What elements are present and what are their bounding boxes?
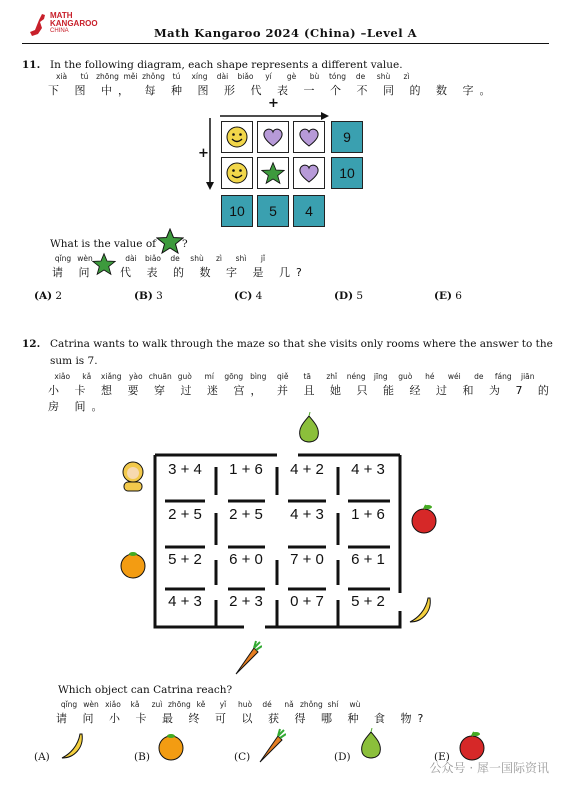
question-12-ask-pinyin (58, 700, 366, 709)
pinyin-syllable: hé (425, 372, 435, 381)
pinyin-syllable: guò (177, 372, 192, 381)
option-label: (D) (334, 290, 354, 302)
pinyin-syllable: xiǎng (100, 372, 122, 381)
pinyin-syllable: xià (55, 72, 68, 81)
pinyin-syllable: gōng (224, 372, 244, 381)
pinyin-syllable: tú (80, 72, 89, 81)
pinyin-syllable: shí (327, 700, 339, 709)
pear-icon[interactable] (356, 728, 386, 762)
maze-room: 4 + 3 (290, 506, 324, 523)
pinyin-syllable: tú (172, 72, 181, 81)
pinyin-syllable: fáng (494, 372, 512, 381)
option-label: (A) (34, 290, 53, 302)
question-12-text-line1: Catrina wants to walk through the maze so that she visits only rooms where the answer to the (50, 338, 553, 350)
question-12-ask-chinese: 请 问 小 卡 最 终 可 以 获 得 哪 种 食 物? (56, 712, 430, 725)
pinyin-syllable: tóng (328, 72, 347, 81)
maze-room: 7 + 0 (290, 551, 324, 568)
maze-room: 3 + 4 (168, 461, 202, 478)
pinyin-syllable: yí (265, 72, 272, 81)
pinyin-syllable: xíng (191, 72, 208, 81)
pinyin-syllable: shù (190, 254, 204, 263)
pinyin-syllable: qǐng (60, 700, 78, 709)
maze (120, 405, 450, 685)
question-12-pinyin (50, 372, 540, 381)
pinyin-syllable: jǐ (260, 254, 266, 263)
pinyin-syllable: zhǒng (300, 700, 323, 709)
option-11-b[interactable] (134, 290, 163, 302)
girl-icon (118, 460, 148, 492)
pinyin-syllable: bù (309, 72, 320, 81)
pinyin-syllable: zì (215, 254, 223, 263)
star-icon-inline (92, 252, 116, 276)
pinyin-syllable: de (355, 72, 366, 81)
maze-room: 1 + 6 (229, 461, 263, 478)
maze-room: 0 + 7 (290, 593, 324, 610)
pinyin-syllable: zhōng (96, 72, 119, 81)
apple-icon[interactable] (456, 730, 488, 762)
option-label: (E) (434, 290, 452, 302)
question-11-ask-pinyin-b (120, 254, 274, 263)
maze-room: 2 + 3 (229, 593, 263, 610)
pinyin-syllable: kǎ (82, 372, 92, 381)
pinyin-syllable: zhǒng (142, 72, 165, 81)
pinyin-syllable: jīng (373, 372, 388, 381)
question-11-ask-pinyin-a (52, 254, 96, 263)
banana-icon (404, 594, 436, 626)
right-arrow-head (321, 112, 329, 120)
option-11-c[interactable] (234, 290, 262, 302)
pinyin-syllable: qiě (277, 372, 289, 381)
pinyin-syllable: qǐng (54, 254, 72, 263)
pinyin-syllable: biǎo (144, 254, 162, 263)
pinyin-syllable: zhōng (168, 700, 191, 709)
pinyin-syllable: tā (303, 372, 312, 381)
pinyin-syllable: shù (376, 72, 391, 81)
question-11-pinyin (50, 72, 418, 81)
heart-icon (257, 121, 289, 153)
pinyin-syllable: huò (237, 700, 253, 709)
option-12-e-label[interactable]: (E) (434, 751, 450, 763)
star-icon (156, 228, 184, 254)
pinyin-syllable: dài (125, 254, 137, 263)
maze-room: 2 + 5 (229, 506, 263, 523)
maze-room: 6 + 1 (351, 551, 385, 568)
pinyin-syllable: mí (204, 372, 214, 381)
pinyin-syllable: guò (398, 372, 413, 381)
option-value: 4 (252, 290, 263, 302)
logo-text-math: MATH (50, 11, 73, 20)
maze-room: 4 + 3 (351, 461, 385, 478)
row-sum-cell: 9 (331, 121, 363, 153)
pinyin-syllable: dài (216, 72, 229, 81)
option-value: 6 (451, 290, 462, 302)
pinyin-syllable: chuān (148, 372, 172, 381)
question-11-text: In the following diagram, each shape represents a different value. (50, 59, 403, 71)
carrot-icon[interactable] (256, 728, 286, 764)
pinyin-syllable: de (170, 254, 180, 263)
question-12-number: 12. (22, 338, 41, 350)
pinyin-syllable: kě (196, 700, 206, 709)
column-sum-cell: 10 (221, 195, 253, 227)
pinyin-syllable: de (474, 372, 484, 381)
watermark: 公众号 · 犀一国际资讯 (429, 761, 549, 775)
pinyin-syllable: kǎ (130, 700, 140, 709)
smiley-icon (221, 157, 253, 189)
option-label: (B) (134, 290, 153, 302)
pinyin-syllable: yào (128, 372, 143, 381)
question-11-ask-chinese-b: 代 表 的 数 字 是 几? (120, 266, 308, 279)
pinyin-syllable: zuì (151, 700, 163, 709)
option-11-a[interactable] (34, 290, 62, 302)
logo-text-china: CHINA (50, 28, 69, 34)
option-11-d[interactable] (334, 290, 363, 302)
pinyin-syllable: wèn (77, 254, 93, 263)
down-arrow-head (206, 182, 214, 190)
ask-prefix: What is the value of (50, 238, 157, 250)
pinyin-syllable: zì (403, 72, 410, 81)
pinyin-syllable: dé (262, 700, 272, 709)
pinyin-syllable: gè (286, 72, 297, 81)
pinyin-syllable: wù (349, 700, 361, 709)
maze-room: 2 + 5 (168, 506, 202, 523)
maze-room: 6 + 0 (229, 551, 263, 568)
pinyin-syllable: zhǐ (326, 372, 338, 381)
question-11-ask-chinese-a: 请 问 (52, 266, 96, 279)
pinyin-syllable: yǐ (219, 700, 227, 709)
pinyin-syllable: měi (123, 72, 138, 81)
banana-icon[interactable] (56, 730, 88, 762)
heart-icon (293, 157, 325, 189)
plus-label-left: + (198, 146, 209, 161)
pinyin-syllable: xiǎo (54, 372, 71, 381)
orange-icon (118, 550, 148, 580)
option-12-b-label[interactable]: (B) (134, 751, 150, 763)
question-12-chinese: 小 卡 想 要 穿 过 迷 宫， 并 且 她 只 能 经 过 和 为 7 的 房 间。 (48, 384, 555, 413)
question-11-ask (50, 238, 156, 250)
question-12-text-line2: sum is 7. (50, 355, 98, 367)
option-12-a-label[interactable]: (A) (34, 751, 50, 763)
apple-icon (408, 503, 440, 535)
maze-room: 4 + 2 (290, 461, 324, 478)
star-icon (257, 157, 289, 189)
pear-icon (294, 412, 324, 446)
pinyin-syllable: nǎ (284, 700, 294, 709)
maze-room: 5 + 2 (168, 551, 202, 568)
header-divider (22, 43, 549, 44)
row-sum-cell: 10 (331, 157, 363, 189)
plus-label-top: + (268, 96, 279, 111)
pinyin-syllable: jiān (520, 372, 535, 381)
question-12-ask: Which object can Catrina reach? (58, 684, 233, 696)
heart-icon (293, 121, 325, 153)
option-value: 5 (353, 290, 364, 302)
column-sum-cell: 4 (293, 195, 325, 227)
option-12-d-label[interactable]: (D) (334, 751, 351, 763)
orange-icon[interactable] (156, 732, 186, 762)
question-11-chinese: 下 图 中， 每 种 图 形 代 表 一 个 不 同 的 数 字。 (48, 84, 497, 97)
maze-room: 4 + 3 (168, 593, 202, 610)
column-sum-cell: 5 (257, 195, 289, 227)
option-value: 2 (52, 290, 63, 302)
smiley-icon (221, 121, 253, 153)
page-title: Math Kangaroo 2024 (China) –Level A (153, 26, 418, 40)
option-11-e[interactable] (434, 290, 462, 302)
carrot-icon (232, 640, 262, 676)
pinyin-syllable: bìng (250, 372, 267, 381)
option-value: 3 (152, 290, 163, 302)
maze-room: 1 + 6 (351, 506, 385, 523)
logo-text-kangaroo: KANGAROO (50, 19, 98, 28)
ask-suffix: ? (182, 238, 188, 250)
option-12-c-label[interactable]: (C) (234, 751, 251, 763)
question-11-number: 11. (22, 59, 41, 71)
maze-room: 5 + 2 (351, 593, 385, 610)
pinyin-syllable: xiǎo (105, 700, 121, 709)
pinyin-syllable: wèn (83, 700, 99, 709)
option-label: (C) (234, 290, 253, 302)
pinyin-syllable: biǎo (237, 72, 254, 81)
pinyin-syllable: shì (235, 254, 247, 263)
pinyin-syllable: wéi (447, 372, 461, 381)
pinyin-syllable: néng (346, 372, 366, 381)
